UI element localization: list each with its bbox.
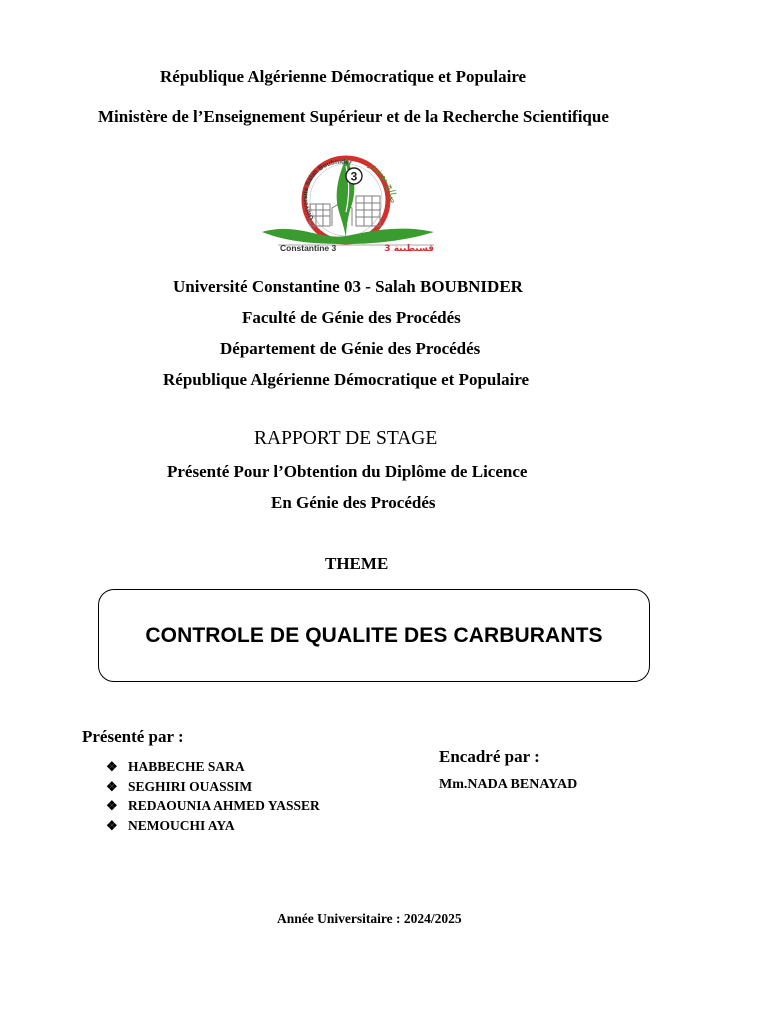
report-title: RAPPORT DE STAGE <box>254 428 438 449</box>
list-item <box>106 816 320 836</box>
student-name: REDAOUNIA AHMED YASSER <box>128 798 320 813</box>
logo-city-arabic: قسنطينة 3 <box>384 244 434 252</box>
diamond-bullet-icon: ❖ <box>106 778 118 794</box>
report-subtitle-1: Présenté Pour l’Obtention du Diplôme de Licence <box>167 462 528 481</box>
logo-city-latin: Constantine 3 <box>280 243 337 252</box>
presented-by-label: Présenté par : <box>82 727 184 746</box>
university-logo <box>258 152 438 252</box>
student-name: SEGHIRI OUASSIM <box>128 778 253 794</box>
academic-year: Année Universitaire : 2024/2025 <box>277 911 462 926</box>
student-name: HABBECHE SARA <box>128 759 245 774</box>
faculty-name: Faculté de Génie des Procédés <box>242 308 461 327</box>
university-name: Université Constantine 03 - Salah BOUBNIDER <box>173 277 523 296</box>
theme-box <box>98 589 650 682</box>
diamond-bullet-icon: ❖ <box>106 759 118 774</box>
theme-label: THEME <box>325 554 389 573</box>
logo-arc-text: Université Salah Boubnider <box>302 158 353 221</box>
supervisor-name: Mm.NADA BENAYAD <box>439 777 578 792</box>
republic-repeat: République Algérienne Démocratique et Populaire <box>163 370 530 389</box>
student-list <box>106 757 320 835</box>
logo-number: 3 <box>350 169 358 184</box>
list-item <box>106 777 320 797</box>
list-item <box>106 796 320 816</box>
republic-heading: République Algérienne Démocratique et Populaire <box>160 67 527 86</box>
ministry-heading: Ministère de l’Enseignement Supérieur et de la Recherche Scientifique <box>98 107 609 126</box>
list-item <box>106 757 320 777</box>
theme-title: CONTROLE DE QUALITE DES CARBURANTS <box>145 623 603 647</box>
logo-arabic-arc: صالح بوبنيدر <box>366 159 398 204</box>
diamond-bullet-icon: ❖ <box>106 817 118 833</box>
student-name: NEMOUCHI AYA <box>128 817 235 833</box>
report-subtitle-2: En Génie des Procédés <box>271 493 436 512</box>
supervised-by-label: Encadré par : <box>439 747 540 766</box>
department-name: Département de Génie des Procédés <box>220 339 481 358</box>
diamond-bullet-icon: ❖ <box>106 798 118 813</box>
